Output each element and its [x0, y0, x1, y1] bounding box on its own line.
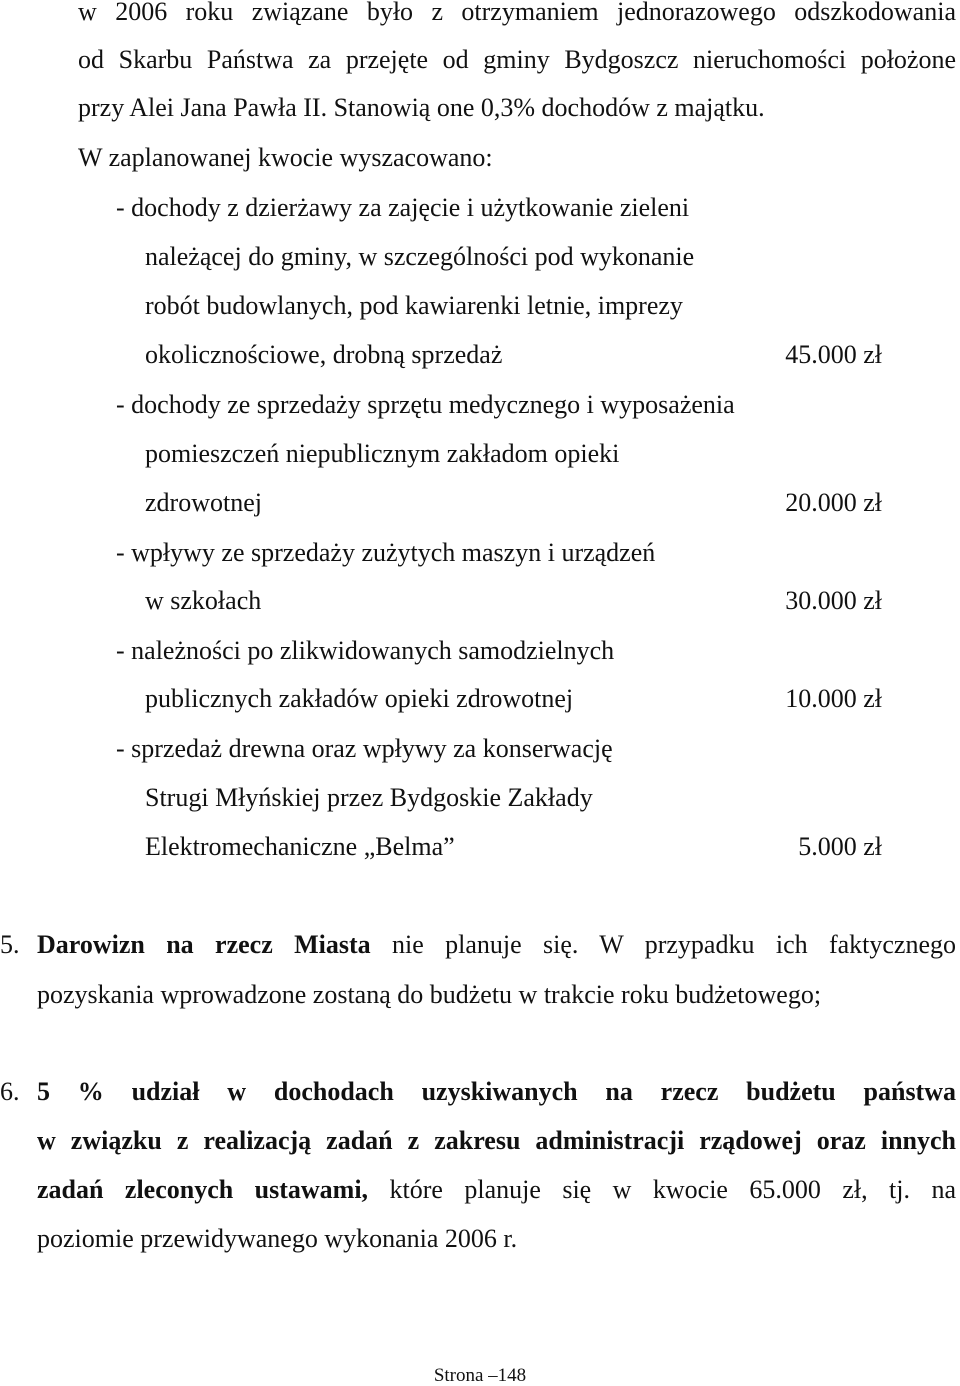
item-2-line-3: zdrowotnej — [145, 488, 262, 517]
item-1-line-1: - dochody z dzierżawy za zajęcie i użytkowanie zieleni — [116, 193, 690, 222]
item-4-line-2: publicznych zakładów opieki zdrowotnej — [145, 684, 574, 713]
item-4-amount: 10.000 zł — [785, 684, 882, 713]
item-4-line-1: - należności po zlikwidowanych samodzielnych — [116, 636, 615, 665]
item-3-line-2: w szkołach — [145, 586, 262, 615]
section-6-line-3 — [37, 1175, 956, 1205]
section-6-line-4: poziomie przewidywanego wykonania 2006 r. — [37, 1224, 518, 1253]
section-5-line-2: pozyskania wprowadzone zostaną do budżetu w trakcie roku budżetowego; — [37, 980, 822, 1009]
item-1-line-2: należącej do gminy, w szczególności pod wykonanie — [145, 242, 695, 271]
section-5-line-1-text: nie planuje się. W przypadku ich faktycznego — [392, 930, 957, 959]
item-3-line-1: - wpływy ze sprzedaży zużytych maszyn i urządzeń — [116, 538, 656, 567]
section-6-line-3-bold: zadań zleconych ustawami, — [37, 1175, 369, 1204]
section-6-line-1: 5 % udział w dochodach uzyskiwanych na rzecz budżetu państwa — [37, 1077, 956, 1106]
item-5-line-1: - sprzedaż drewna oraz wpływy za konserwację — [116, 734, 613, 763]
section-6-line-2: w związku z realizacją zadań z zakresu administracji rządowej oraz innych — [37, 1126, 956, 1155]
section-6-number: 6. — [0, 1077, 20, 1106]
item-1-line-3: robót budowlanych, pod kawiarenki letnie, imprezy — [145, 291, 683, 320]
item-3-amount: 30.000 zł — [785, 586, 882, 615]
intro-line-3: przy Alei Jana Pawła II. Stanowią one 0,3% dochodów z majątku. — [78, 93, 765, 122]
page-number-footer: Strona –148 — [433, 1365, 527, 1386]
intro-line-2: od Skarbu Państwa za przejęte od gminy Bydgoszcz nieruchomości położone — [78, 45, 956, 74]
item-1-amount: 45.000 zł — [785, 340, 882, 369]
item-2-line-2: pomieszczeń niepublicznym zakładom opieki — [145, 439, 620, 468]
item-5-amount: 5.000 zł — [798, 832, 882, 861]
item-1-line-4: okolicznościowe, drobną sprzedaż — [145, 340, 503, 369]
item-5-line-2: Strugi Młyńskiej przez Bydgoskie Zakłady — [145, 783, 593, 812]
section-6-line-3-text: które planuje się w kwocie 65.000 zł, tj. na — [389, 1175, 956, 1204]
item-2-amount: 20.000 zł — [785, 488, 882, 517]
section-5-number: 5. — [0, 930, 20, 959]
item-5-line-3: Elektromechaniczne „Belma” — [145, 832, 455, 861]
intro-line-1: w 2006 roku związane było z otrzymaniem jednorazowego odszkodowania — [78, 0, 956, 26]
section-5-heading: Darowizn na rzecz Miasta — [37, 930, 371, 959]
item-2-line-1: - dochody ze sprzedaży sprzętu medycznego i wyposażenia — [116, 390, 735, 419]
intro-line-4: W zaplanowanej kwocie wyszacowano: — [78, 143, 493, 172]
section-5-line-1 — [37, 930, 956, 960]
